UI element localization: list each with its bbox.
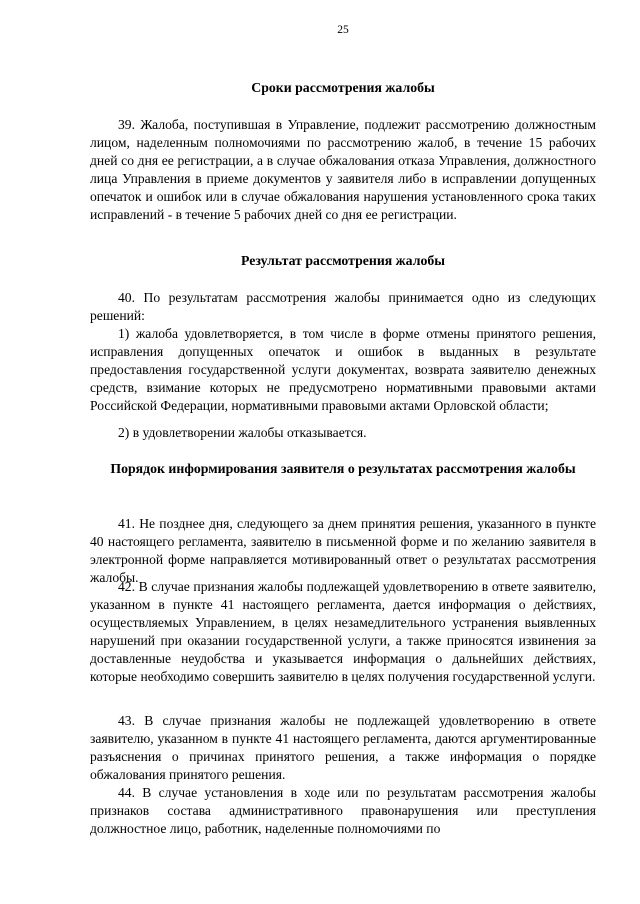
paragraph-43: 43. В случае признания жалобы не подлежащей удовлетворению в ответе заявителю, указанном в пункте 41 настоящего регламента, даются аргументированные разъяснения о причинах принятого решения, а также информация о порядке обжалования принятого решения. (90, 713, 596, 782)
paragraph-39: 39. Жалоба, поступившая в Управление, подлежит рассмотрению должностным лицом, наделенным полномочиями по рассмотрению жалоб, в течение 15 рабочих дней со дня ее регистрации, а в случае обжалования отказа Управления, должностного лица Управления в приеме документов у заявителя либо в исправлении допущенных опечаток и ошибок или в случае обжалования нарушения установленного срока таких исправлений - в течение 5 рабочих дней со дня ее регистрации. (90, 117, 596, 222)
paragraph-41: 41. Не позднее дня, следующего за днем принятия решения, указанного в пункте 40 настоящего регламента, заявителю в письменной форме и по желанию заявителя в электронной форме направляется мотивированный ответ о результатах рассмотрения жалобы. (90, 516, 596, 585)
page-number: 25 (337, 24, 349, 36)
section-heading-terms: Сроки рассмотрения жалобы (251, 80, 435, 95)
paragraph-40-item-2: 2) в удовлетворении жалобы отказывается. (118, 425, 367, 440)
paragraph-42: 42. В случае признания жалобы подлежащей удовлетворению в ответе заявителю, указанном в пункте 41 настоящего регламента, дается информация о действиях, осуществляемых Управлением, в целях незамедлительного устранения выявленных нарушений при оказании государственной услуги, а также приносятся извинения за доставленные неудобства и указывается информация о дальнейших действиях, которые необходимо совершить заявителю в целях получения государственной услуги. (90, 579, 596, 684)
section-heading-informing: Порядок информирования заявителя о результатах рассмотрения жалобы (110, 461, 576, 476)
paragraph-40: 40. По результатам рассмотрения жалобы принимается одно из следующих решений: (90, 290, 596, 323)
paragraph-44: 44. В случае установления в ходе или по результатам рассмотрения жалобы признаков состава административного правонарушения или преступления должностное лицо, работник, наделенные полномочиями по (90, 785, 596, 836)
section-heading-result: Результат рассмотрения жалобы (240, 253, 446, 268)
paragraph-40-item-1: 1) жалоба удовлетворяется, в том числе в форме отмены принятого решения, исправления допущенных опечаток и ошибок в выданных в результате предоставления государственной услуги документах, возврата заявителю денежных средств, взимание которых не предусмотрено нормативными правовыми актами Российской Федерации, нормативными правовыми актами Орловской области; (90, 326, 596, 413)
